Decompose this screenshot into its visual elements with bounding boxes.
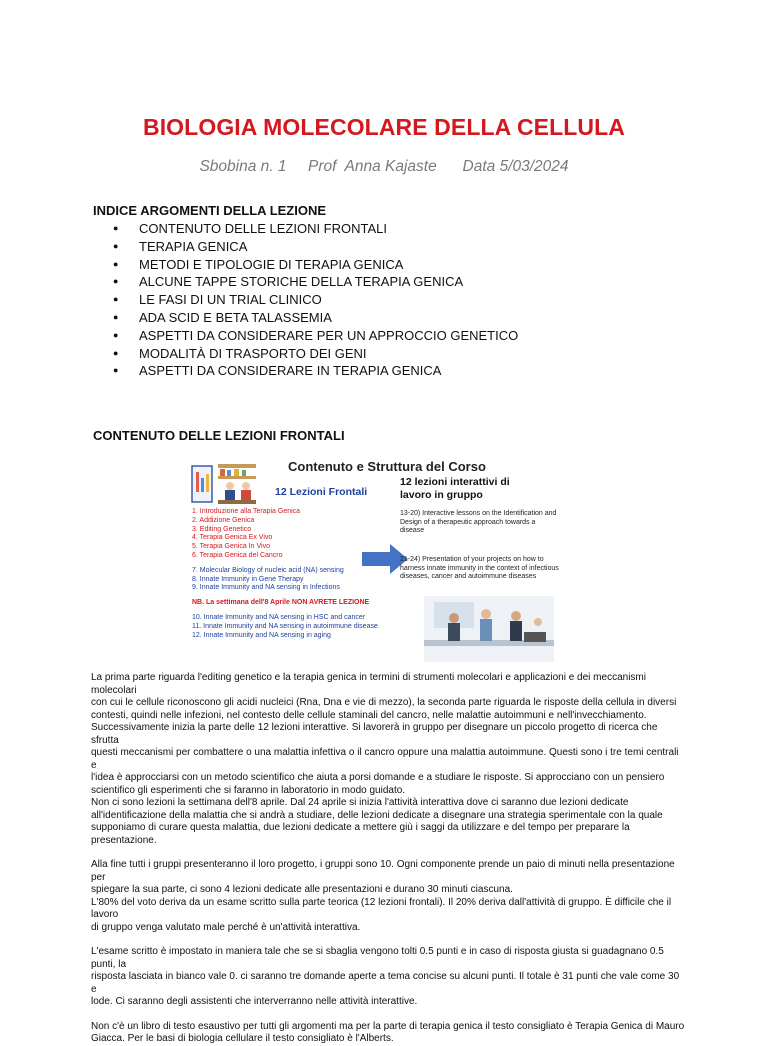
body-paragraph: Alla fine tutti i gruppi presenteranno il loro progetto, i gruppi sono 10. Ogni componente prende un paio di minuti nella presentazione per spiegare la sua parte, ci sono 4 lezioni dedicate alle presentazioni e durano 30 minuti ciascuna. L'80% del voto deriva da un esame scritto sulla parte teorica (12 lezioni frontali). Il 20% deriva dall'attività di gruppo. È difficile che il lavoro di gruppo venga valutato male perché è un'attività interattiva. xyxy=(91,859,675,933)
document-title: BIOLOGIA MOLECOLARE DELLA CELLULA xyxy=(142,114,625,140)
lesson-item: 11. Innate Immunity and NA sensing in autoimmune disease xyxy=(192,622,378,630)
body-paragraph: Non c'è un libro di testo esaustivo per tutti gli argomenti ma per la parte di terapia genica il testo consigliato è Terapia Genica di Mauro Giacca. Per le basi di biologia cellulare il testo consigliato è l'Alberts. xyxy=(91,1020,685,1044)
lesson-item: 1. Introduzione alla Terapia Genica xyxy=(192,508,301,515)
index-item: ● CONTENUTO DELLE LEZIONI FRONTALI xyxy=(113,220,518,238)
lesson-item: 10. Innate Immunity and NA sensing in HSC and cancer xyxy=(192,613,366,621)
lesson-item: 12. Innate Immunity and NA sensing in aging xyxy=(192,631,331,639)
lesson-item: 2. Addizione Genica xyxy=(192,516,255,524)
body-text xyxy=(91,672,686,1046)
index-item: ● LE FASI DI UN TRIAL CLINICO xyxy=(113,291,518,309)
body-paragraph: L'esame scritto è impostato in maniera tale che se si sbaglia vengono tolti 0.5 punti e in caso di risposta giusta si guadagnano 0.5 punti, la risposta lasciata in bianco vale 0. ci saranno tre domande aperte a tema concise su alcuni punti. Il totale è 31 punti che vale come 30 e lode. Ci saranno degli assistenti che interverranno nelle attività interattive. xyxy=(91,946,680,1007)
lesson-item: 5. Terapia Genica In Vivo xyxy=(192,543,270,551)
figure-title: Contenuto e Struttura del Corso xyxy=(288,459,486,474)
index-item: ● METODI E TIPOLOGIE DI TERAPIA GENICA xyxy=(113,256,518,274)
index-item: ● ADA SCID E BETA TALASSEMIA xyxy=(113,309,518,327)
interactive-lessons-heading: 12 lezioni interattivi di lavoro in gruppo xyxy=(400,476,510,501)
lesson-item: 7. Molecular Biology of nucleic acid (NA) sensing xyxy=(192,566,344,574)
lesson-item: 8. Innate Immunity in Gene Therapy xyxy=(192,575,304,583)
classroom-illustration-icon xyxy=(190,462,258,506)
index-heading: INDICE ARGOMENTI DELLA LEZIONE xyxy=(93,203,327,218)
interactive-lessons-block: 13-20) Interactive lessons on the Identification and Design of a therapeutic approach towards a disease xyxy=(400,510,557,535)
course-structure-figure xyxy=(184,456,560,664)
index-item: ● TERAPIA GENICA xyxy=(113,238,518,256)
presentation-block: 21-24) Presentation of your projects on how to harness innate immunity in the context of infectious diseases, cancer and autoimmune diseases xyxy=(400,556,559,581)
group-work-photo-icon xyxy=(424,596,554,662)
index-item: ● ASPETTI DA CONSIDERARE IN TERAPIA GENICA xyxy=(113,362,518,380)
body-paragraph: La prima parte riguarda l'editing genetico e la terapia genica in termini di strumenti molecolari e applicazioni e dei meccanismi molecolari con cui le cellule riconoscono gli acidi nucleici (Rna, Dna e vie di mezzo), la seconda parte riguarda le risposte della cellula in diversi contesti, quindi nelle infezioni, nel contesto delle cellule staminali del cancro, nelle malattie autoimmuni e nell'invecchiamento. Successivamente inizia la parte delle 12 lezioni interattive. Si lavorerà in gruppo per disegnare un piccolo progetto di ricerca che sfrutta questi meccanismi per combattere o una malattia infettiva o il cancro oppure una malattia autoimmune. Questi sono i tre temi centrali e l'idea è approcciarsi con un metodo scientifico che aiuta a porsi domande e a studiare le risposte. Si approcciano con un pensiero scientifico gli esperimenti che si faranno in laboratorio in modo guidato. Non ci sono lezioni la settimana dell'8 aprile. Dal 24 aprile si inizia l'attività interattiva dove ci saranno due lezioni dedicate all'identificazione della malattia che si andrà a studiare, delle lezioni dedicate a disegnare una strategia sperimentale con la quale supponiamo di curare questa malattia, due lezioni dedicate a mettere giù i saggi da utilizzare e del tempo per preparare la presentazione. xyxy=(91,672,679,846)
index-list xyxy=(113,220,518,380)
index-item: ● MODALITÀ DI TRASPORTO DEI GENI xyxy=(113,345,518,363)
lesson-item: 6. Terapia Genica del Cancro xyxy=(192,551,283,559)
lesson-item: 4. Terapia Genica Ex Vivo xyxy=(192,534,273,542)
section-heading: CONTENUTO DELLE LEZIONI FRONTALI xyxy=(93,428,345,443)
frontal-lessons-heading: 12 Lezioni Frontali xyxy=(275,486,368,498)
lesson-item: 3. Editing Genetico xyxy=(192,525,252,533)
lessons-list xyxy=(192,508,378,640)
document-subtitle: Sbobina n. 1 Prof Anna Kajaste Data 5/03/2024 xyxy=(199,158,569,175)
index-item: ● ASPETTI DA CONSIDERARE PER UN APPROCCIO GENETICO xyxy=(113,327,518,345)
index-item: ● ALCUNE TAPPE STORICHE DELLA TERAPIA GENICA xyxy=(113,273,518,291)
lesson-item: 9. Innate Immunity and NA sensing in Infections xyxy=(192,584,340,592)
nb-note: NB. La settimana dell'8 Aprile NON AVRETE LEZIONE xyxy=(192,599,370,607)
